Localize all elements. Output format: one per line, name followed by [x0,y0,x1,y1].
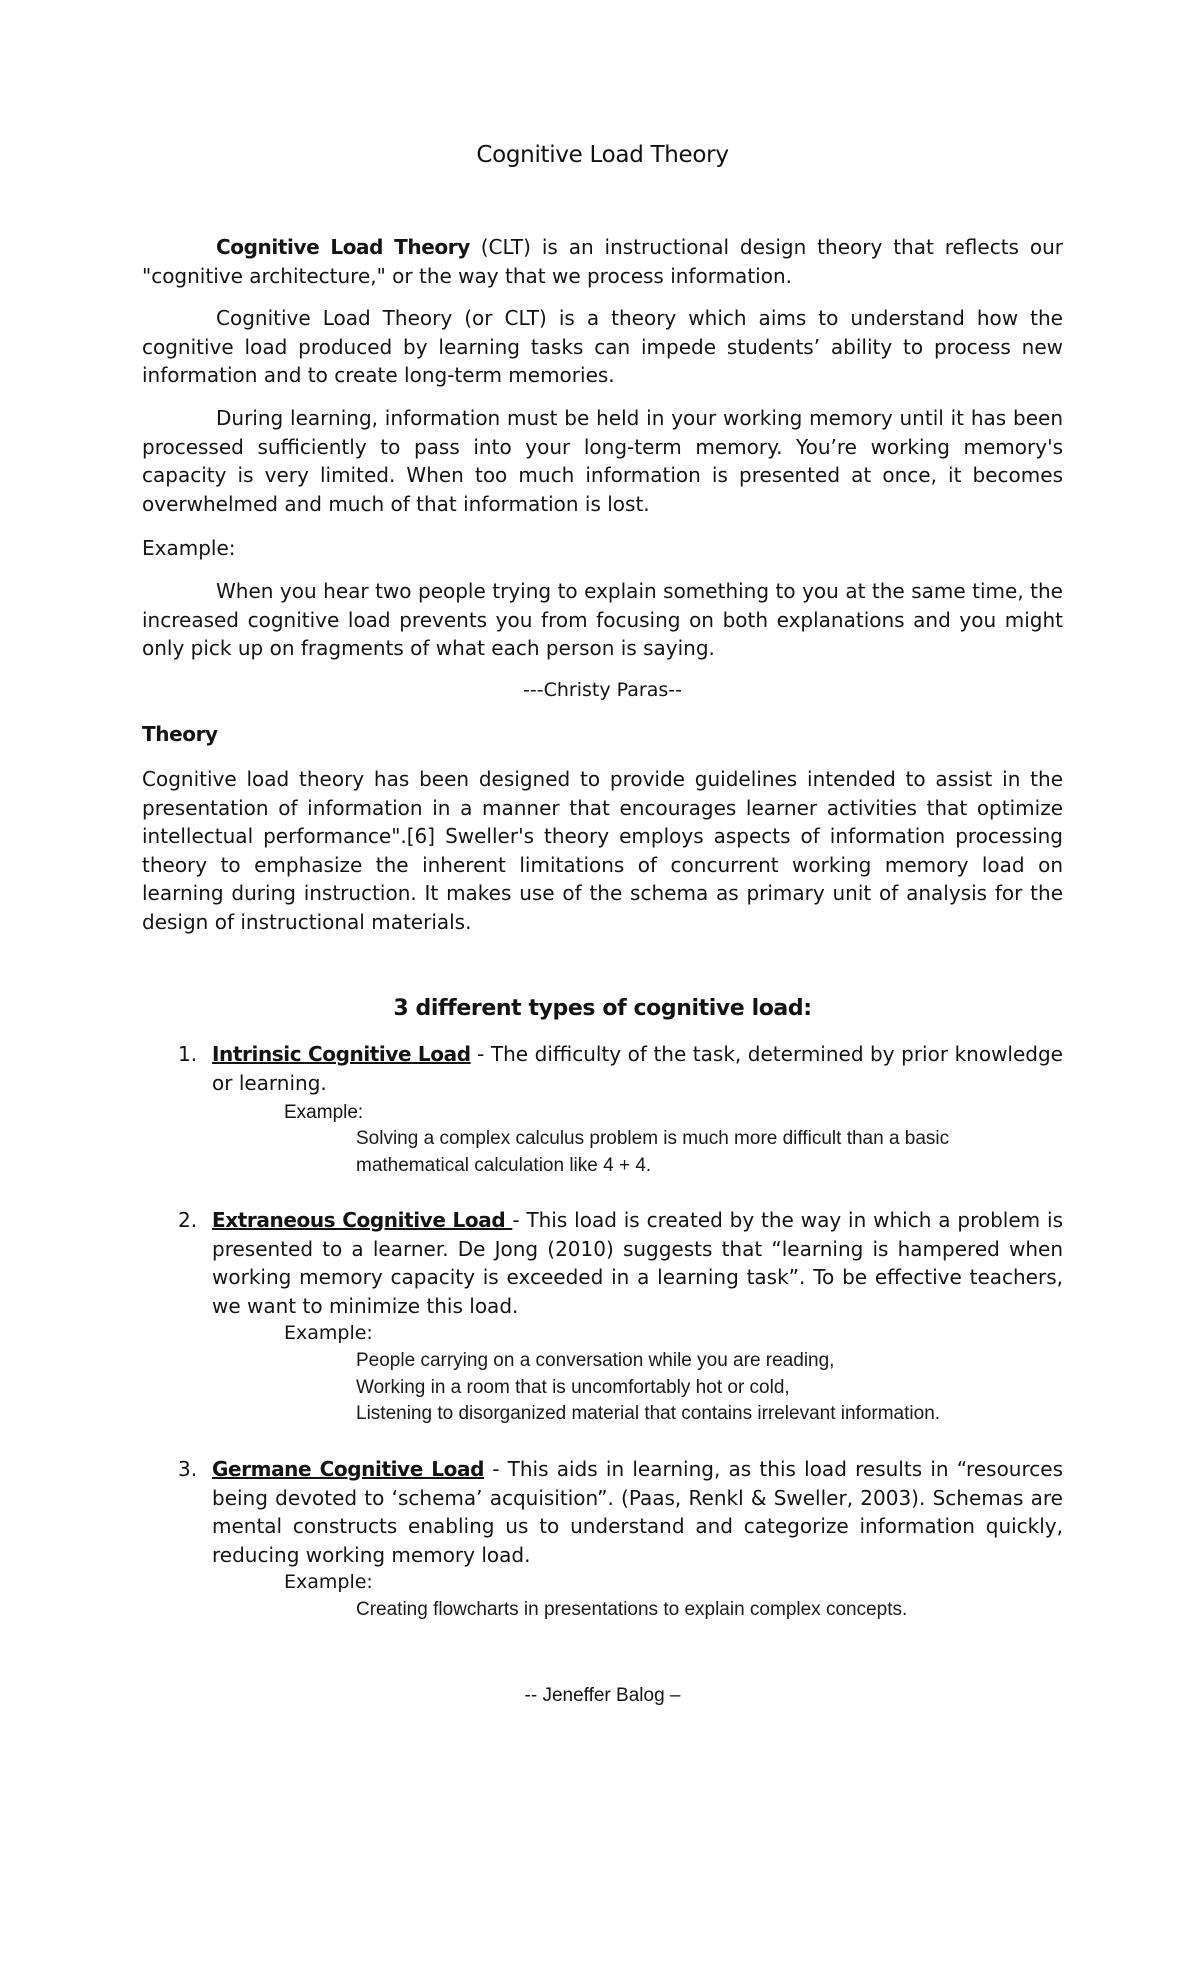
list-item-number: 3. [178,1457,198,1481]
item-term: Intrinsic Cognitive Load [212,1042,471,1066]
list-item-number: 2. [178,1208,198,1232]
page-title: Cognitive Load Theory [476,142,729,168]
list-item-body [212,1040,1063,1097]
item-example-lines [356,1348,1056,1428]
intro-text: (CLT) is an instructional design theory that reflects our "cognitive architecture," or the way that we process information. [142,235,1063,288]
example-line: mathematical calculation like 4 + 4. [356,1154,652,1176]
paragraph-clt-definition: Cognitive Load Theory (or CLT) is a theory which aims to understand how the cognitive load produced by learning tasks can impede students’ ability to process new information and to create long-term memories. [142,306,1063,387]
types-heading: 3 different types of cognitive load: [393,996,812,1021]
list-item-body [212,1455,1063,1569]
example-line: Listening to disorganized material that contains irrelevant information. [356,1403,941,1424]
item-example-lines [356,1597,1056,1624]
theory-paragraph: Cognitive load theory has been designed to provide guidelines intended to assist in the presentation of information in a manner that encourages learner activities that optimize intellectual performance".[6] Sweller's theory employs aspects of information processing theory to emphasize the inherent limitations of concurrent working memory load on learning during instruction. It makes use of the schema as primary unit of analysis for the design of instructional materials. [142,767,1063,934]
intro-term: Cognitive Load Theory [216,235,470,259]
item-example-label: Example: [284,1322,373,1344]
signature-christy-paras: ---Christy Paras-- [523,679,682,701]
item-term: Extraneous Cognitive Load [212,1208,513,1232]
item-text: - This aids in learning, as this load results in “resources being devoted to ‘schema’ acquisition”. (Paas, Renkl & Sweller, 2003). Schemas are mental constructs enabling us to understand and categorize information quickly, reducing working memory load. [212,1457,1063,1567]
paragraph-working-memory: During learning, information must be held in your working memory until it has been processed sufficiently to pass into your long-term memory. You’re working memory's capacity is very limited. When too much information is presented at once, it becomes overwhelmed and much of that information is lost. [142,406,1063,516]
example-line: People carrying on a conversation while you are reading, [356,1350,835,1371]
intro-paragraph [142,233,1063,290]
example-paragraph: When you hear two people trying to explain something to you at the same time, the increased cognitive load prevents you from focusing on both explanations and you might only pick up on fragments of what each person is saying. [142,579,1063,660]
item-text: - This load is created by the way in which a problem is presented to a learner. De Jong (2010) suggests that “learning is hampered when working memory capacity is exceeded in a learning task”. To be effective teachers, we want to minimize this load. [212,1208,1063,1318]
item-example-lines [356,1126,1056,1179]
item-example-label: Example: [284,1102,364,1123]
signature-jeneffer-balog: -- Jeneffer Balog – [524,1685,681,1706]
theory-heading: Theory [142,722,218,746]
example-label: Example: [142,536,236,560]
example-line: Working in a room that is uncomfortably hot or cold, [356,1376,790,1398]
example-line: Solving a complex calculus problem is much more difficult than a basic [356,1128,950,1149]
item-term: Germane Cognitive Load [212,1457,484,1481]
list-item-body [212,1206,1063,1320]
item-example-label: Example: [284,1571,373,1593]
example-line: Creating flowcharts in presentations to explain complex concepts. [356,1599,908,1620]
item-text: - The difficulty of the task, determined by prior knowledge or learning. [212,1042,1063,1095]
list-item-number: 1. [178,1042,198,1066]
